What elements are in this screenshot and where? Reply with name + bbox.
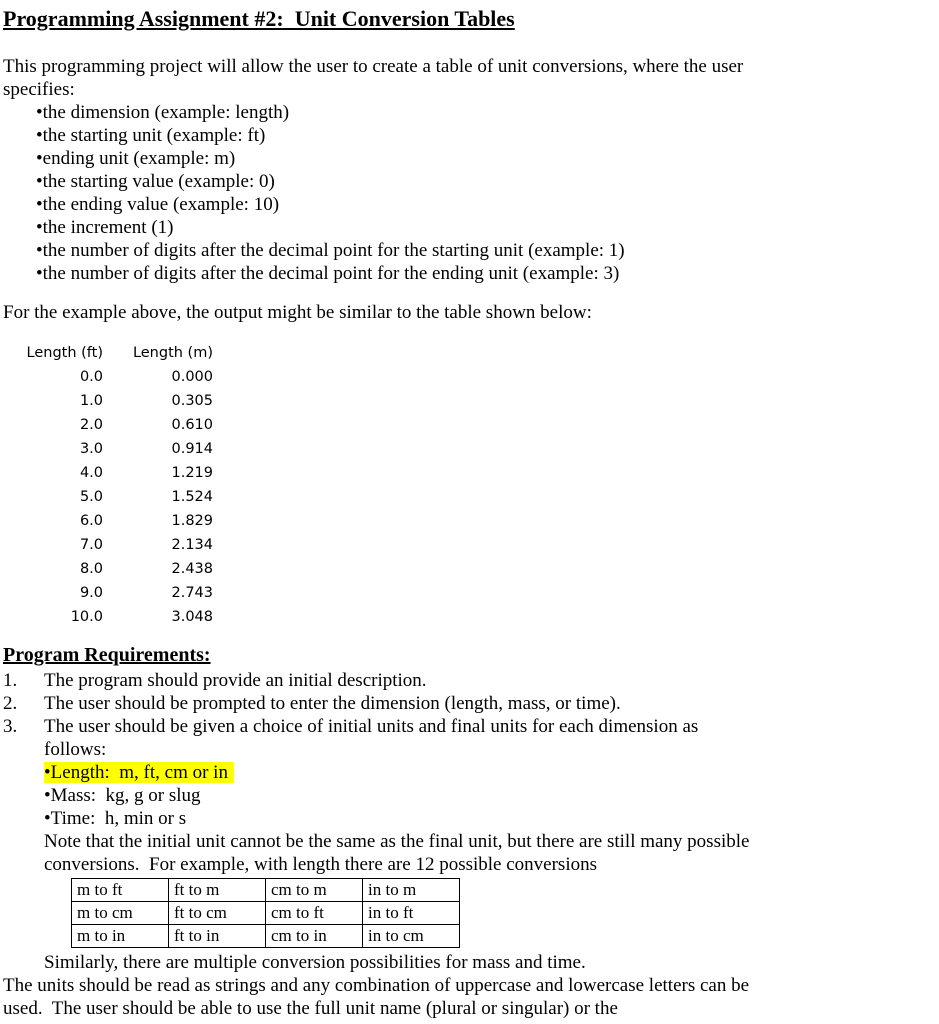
- output-cell: 0.0: [79, 369, 103, 385]
- conversion-cell: in to cm: [363, 925, 460, 948]
- output-row: [3, 389, 927, 413]
- requirements-heading: [3, 642, 927, 668]
- example-caption: For the example above, the output might be similar to the table shown below:: [3, 302, 592, 323]
- table-row: [72, 879, 460, 902]
- conversion-cell: ft to m: [169, 879, 266, 902]
- conversion-cell: cm to ft: [266, 902, 363, 925]
- requirement-text-line: The user should be given a choice of initial units and final units for each dimension as: [44, 716, 699, 737]
- output-cell: 0.914: [171, 441, 213, 457]
- output-col2-header: Length (m): [132, 345, 213, 361]
- output-cell: 1.219: [171, 465, 213, 481]
- spec-item: • the increment (1): [36, 216, 927, 239]
- note-paragraph: [44, 830, 927, 876]
- intro-paragraph: [3, 55, 927, 101]
- conversion-combinations-table: [71, 878, 460, 948]
- output-cell: 7.0: [79, 537, 103, 553]
- spec-item: • the starting unit (example: ft): [36, 124, 927, 147]
- spec-list: [3, 101, 927, 285]
- requirement-text: [44, 715, 927, 761]
- output-col1-header: Length (ft): [26, 345, 103, 361]
- spec-item: • the dimension (example: length): [36, 101, 927, 124]
- output-cell: 1.0: [79, 393, 103, 409]
- requirement-text: The program should provide an initial description.: [44, 670, 427, 691]
- spec-item: • the starting value (example: 0): [36, 170, 927, 193]
- output-row: [3, 413, 927, 437]
- closing-line: The units should be read as strings and any combination of uppercase and lowercase letters can be: [3, 975, 750, 996]
- intro-line: specifies:: [3, 79, 75, 100]
- output-cell: 5.0: [79, 489, 103, 505]
- table-row: [72, 902, 460, 925]
- output-cell: 4.0: [79, 465, 103, 481]
- output-row: [3, 365, 927, 389]
- output-cell: 10.0: [70, 609, 103, 625]
- output-cell: 0.000: [171, 369, 213, 385]
- output-cell: 8.0: [79, 561, 103, 577]
- output-header-row: [3, 341, 927, 365]
- note-line: Note that the initial unit cannot be the same as the final unit, but there are still many possible: [44, 831, 750, 852]
- conversion-cell: cm to in: [266, 925, 363, 948]
- page-title-text: Programming Assignment #2: Unit Conversion Tables: [3, 6, 515, 31]
- requirement-item-1: [3, 669, 927, 692]
- requirement-item-3: [3, 715, 927, 761]
- output-row: [3, 605, 927, 629]
- closing-paragraph: [3, 974, 927, 1020]
- table-row: [72, 925, 460, 948]
- output-cell: 2.438: [171, 561, 213, 577]
- similarly-note: Similarly, there are multiple conversion possibilities for mass and time.: [44, 952, 586, 973]
- requirement-number: 2.: [3, 693, 18, 714]
- output-cell: 6.0: [79, 513, 103, 529]
- requirement-text: The user should be prompted to enter the dimension (length, mass, or time).: [44, 693, 621, 714]
- output-cell: 0.610: [171, 417, 213, 433]
- output-cell: 9.0: [79, 585, 103, 601]
- output-cell: 2.0: [79, 417, 103, 433]
- output-cell: 2.743: [171, 585, 213, 601]
- conversion-cell: ft to cm: [169, 902, 266, 925]
- conversion-cell: cm to m: [266, 879, 363, 902]
- output-cell: 3.048: [171, 609, 213, 625]
- requirement-text-line: follows:: [44, 739, 107, 760]
- requirement-number: 3.: [3, 716, 18, 737]
- unit-option-time: [44, 807, 927, 830]
- output-cell: 1.829: [171, 513, 213, 529]
- time-units: • Time: h, min or s: [44, 808, 186, 829]
- unit-option-length: [44, 761, 927, 784]
- spec-item: • the number of digits after the decimal point for the ending unit (example: 3): [36, 262, 927, 285]
- conversion-cell: m to in: [72, 925, 169, 948]
- conversion-cell: m to ft: [72, 879, 169, 902]
- conversion-cell: ft to in: [169, 925, 266, 948]
- highlighted-length-units: • Length: m, ft, cm or in: [44, 762, 234, 783]
- mass-units: • Mass: kg, g or slug: [44, 785, 201, 806]
- example-output-table: [3, 341, 927, 629]
- conversion-cell: in to m: [363, 879, 460, 902]
- output-row: [3, 437, 927, 461]
- output-row: [3, 581, 927, 605]
- output-cell: 3.0: [79, 441, 103, 457]
- conversion-cell: in to ft: [363, 902, 460, 925]
- conversion-cell: m to cm: [72, 902, 169, 925]
- intro-line: This programming project will allow the user to create a table of unit conversions, where the user: [3, 56, 744, 77]
- spec-item: • the number of digits after the decimal point for the starting unit (example: 1): [36, 239, 927, 262]
- spec-item: • ending unit (example: m): [36, 147, 927, 170]
- requirement-number: 1.: [3, 670, 18, 691]
- output-row: [3, 509, 927, 533]
- closing-line: used. The user should be able to use the full unit name (plural or singular) or the: [3, 998, 618, 1019]
- output-row: [3, 557, 927, 581]
- output-row: [3, 461, 927, 485]
- unit-option-mass: [44, 784, 927, 807]
- output-cell: 1.524: [171, 489, 213, 505]
- output-cell: 2.134: [171, 537, 213, 553]
- output-cell: 0.305: [171, 393, 213, 409]
- note-line: conversions. For example, with length there are 12 possible conversions: [44, 854, 597, 875]
- output-row: [3, 533, 927, 557]
- spec-item: • the ending value (example: 10): [36, 193, 927, 216]
- requirement-item-2: [3, 692, 927, 715]
- page-title: [3, 5, 927, 33]
- output-row: [3, 485, 927, 509]
- requirements-heading-text: Program Requirements:: [3, 644, 211, 666]
